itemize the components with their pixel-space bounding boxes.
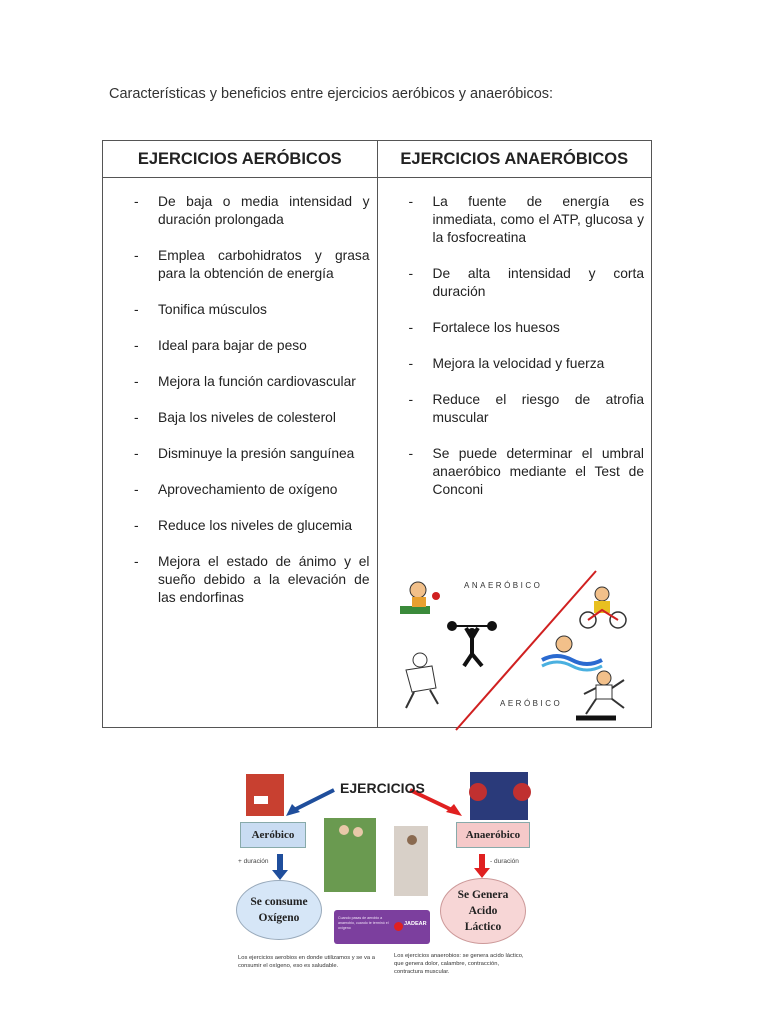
cyclist-icon	[580, 587, 626, 628]
transition-note-box	[334, 910, 430, 944]
anaerobic-item	[387, 319, 645, 337]
oxygen-oval-line1: Se consume	[250, 896, 308, 908]
header-aerobic: EJERCICIOS AERÓBICOS	[103, 141, 378, 178]
transition-note-text: Cuando pasas de aerobio a anaerobio, cuando te terminó el oxígeno	[338, 916, 389, 930]
anaerobic-item-text: De alta intensidad y corta duración	[432, 266, 644, 299]
anaerobic-item	[387, 193, 645, 247]
aerobic-item-text: Aprovechamiento de oxígeno	[158, 482, 338, 497]
bullet-dash: -	[134, 482, 139, 497]
more-duration-label: + duración	[238, 858, 269, 865]
red-dot-icon	[394, 922, 403, 931]
art-label-anaerobic: ANAERÓBICO	[463, 581, 542, 590]
anaerobic-item-text: Reduce el riesgo de atrofia muscular	[432, 392, 644, 425]
intro-text: Características y beneficios entre ejercicios aeróbicos y anaeróbicos:	[109, 86, 554, 102]
aerobic-item	[112, 247, 370, 283]
bullet-dash: -	[408, 194, 414, 209]
aerobic-item	[112, 517, 370, 535]
aerobic-item	[112, 553, 370, 607]
bullet-dash: -	[134, 248, 139, 263]
bullet-dash: -	[134, 338, 139, 353]
bullet-dash: -	[408, 392, 414, 407]
anaerobic-item-text: Mejora la velocidad y fuerza	[432, 356, 605, 371]
jadear-label: JADEAR	[404, 921, 427, 927]
aerobic-item	[112, 481, 370, 499]
aerobic-item	[112, 373, 370, 391]
anaerobic-item-text: La fuente de energía es inmediata, como el ATP, glucosa y la fosfocreatina	[432, 194, 644, 245]
anaerobic-list	[379, 179, 651, 499]
aerobic-item-text: De baja o media intensidad y duración prolongada	[158, 194, 370, 227]
oxygen-oval-line2: Oxígeno	[258, 912, 300, 924]
lactic-oval-line3: Láctico	[464, 921, 502, 933]
lactic-acid-oval	[440, 878, 526, 944]
aerobic-item-text: Baja los niveles de colesterol	[158, 410, 336, 425]
walkers-photo	[324, 818, 376, 892]
art-label-aerobic: AERÓBICO	[499, 699, 562, 708]
runner-photo	[246, 774, 284, 816]
aerobic-item	[112, 445, 370, 463]
aerobic-list	[104, 179, 376, 607]
bullet-dash: -	[408, 266, 414, 281]
aerobic-item-text: Reduce los niveles de glucemia	[158, 518, 353, 533]
anaerobic-item	[387, 445, 645, 499]
weightlifter-icon	[447, 621, 497, 666]
anaerobic-note: Los ejercicios anaerobios: se genera acido láctico, que genera dolor, calambre, contracción, contractura muscular.	[394, 953, 524, 975]
aerobic-item	[112, 301, 370, 319]
aerobic-note: Los ejercicios aerobios en donde utilizamos y se va a consumir el oxígeno, eso es saludable.	[238, 955, 375, 969]
aerobic-column	[103, 178, 378, 728]
lactic-oval-line1: Se Genera	[457, 889, 509, 901]
bullet-dash: -	[134, 446, 139, 461]
anaerobic-item	[387, 391, 645, 427]
anaerobic-column	[377, 178, 652, 728]
ping-pong-icon	[400, 582, 440, 614]
aerobic-box: Aeróbico	[240, 822, 306, 848]
anaerobic-item	[387, 355, 645, 373]
bullet-dash: -	[134, 554, 139, 569]
anaerobic-item	[387, 265, 645, 301]
aerobic-item-text: Mejora el estado de ánimo y el sueño debido a la elevación de las endorfinas	[158, 554, 370, 605]
aerobic-item-text: Emplea carbohidratos y grasa para la obtención de energía	[158, 248, 370, 281]
arrow-left-icon	[294, 790, 334, 810]
less-duration-label: - duración	[490, 858, 519, 865]
swimmer-icon	[542, 636, 602, 670]
diagram-title: EJERCICIOS	[340, 780, 425, 796]
bullet-dash: -	[408, 446, 414, 461]
oxygen-oval	[236, 880, 322, 940]
runner-icon	[576, 671, 624, 718]
anaerobic-item-text: Fortalece los huesos	[432, 320, 560, 335]
header-anaerobic: EJERCICIOS ANAERÓBICOS	[377, 141, 652, 178]
aerobic-item-text: Mejora la función cardiovascular	[158, 374, 356, 389]
bullet-dash: -	[134, 410, 139, 425]
aerobic-item	[112, 193, 370, 229]
exercise-diagram	[234, 770, 534, 985]
bullet-dash: -	[134, 194, 139, 209]
aerobic-item-text: Disminuye la presión sanguínea	[158, 446, 355, 461]
sports-illustration	[392, 568, 642, 733]
anaerobic-item-text: Se puede determinar el umbral anaeróbico mediante el Test de Conconi	[432, 446, 644, 497]
bullet-dash: -	[134, 374, 139, 389]
judo-icon	[406, 653, 438, 708]
lactic-oval-line2: Acido	[468, 905, 498, 917]
bullet-dash: -	[134, 302, 139, 317]
comparison-table	[102, 140, 652, 728]
aerobic-item	[112, 337, 370, 355]
sports-illustration-svg	[392, 568, 642, 733]
aerobic-item-text: Tonifica músculos	[158, 302, 267, 317]
anaerobic-box: Anaeróbico	[456, 822, 530, 848]
bullet-dash: -	[408, 320, 414, 335]
aerobic-item-text: Ideal para bajar de peso	[158, 338, 307, 353]
bullet-dash: -	[408, 356, 414, 371]
aerobic-item	[112, 409, 370, 427]
bullet-dash: -	[134, 518, 139, 533]
